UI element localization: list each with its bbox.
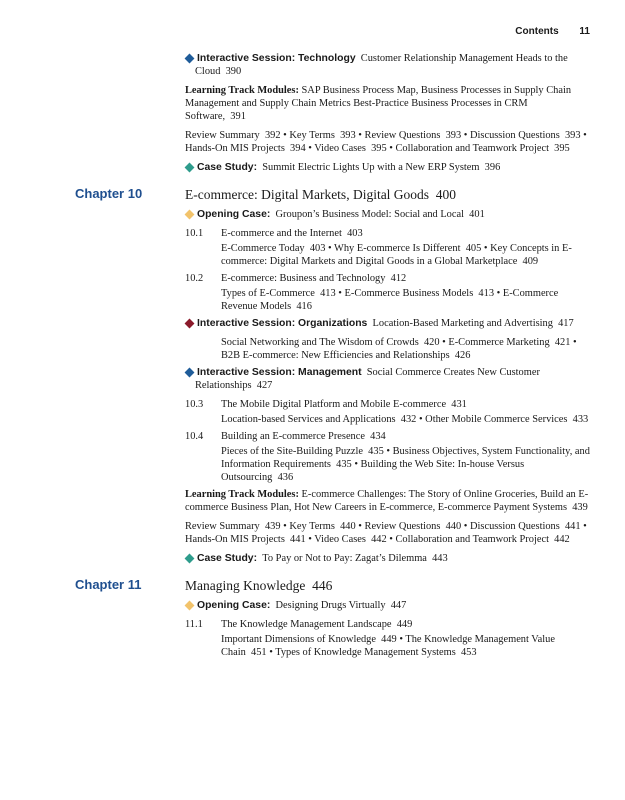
section-heading <box>185 430 590 443</box>
header-section-title: Contents <box>515 26 559 37</box>
subsection-list: Location-based Services and Applications 432 • Other Mobile Commerce Services 433 <box>221 414 589 425</box>
entry-text: Customer Relationship Management Heads to the Cloud 390 <box>195 53 568 77</box>
diamond-bullet-icon <box>185 553 195 563</box>
interactive-session-organizations <box>185 317 590 330</box>
section-number: 11.1 <box>185 619 203 630</box>
learning-track-modules <box>185 84 590 123</box>
review-summary-line: Review Summary 392 • Key Terms 393 • Review Questions 393 • Discussion Questions 393 • Hands-On MIS Projects 394 • Video Cases 395 • Collaboration and Teamwork Project 395 <box>185 130 587 154</box>
entry-text: Groupon’s Business Model: Social and Local 401 <box>275 209 485 220</box>
opening-case <box>185 599 590 612</box>
entry-label: Learning Track Modules: <box>185 85 299 96</box>
chapter-heading <box>75 577 590 594</box>
chapter-title: E-commerce: Digital Markets, Digital Goods 400 <box>185 187 457 202</box>
section-number: 10.4 <box>185 431 204 442</box>
diamond-bullet-icon <box>185 318 195 328</box>
entry-text: SAP Business Process Map, Business Processes in Supply Chain Management and Supply Chain Metrics Best-Practice Business Processes in CRM Software, 391 <box>185 85 572 122</box>
entry-text: Designing Drugs Virtually 447 <box>275 600 407 611</box>
chapter-label: Chapter 10 <box>75 186 143 201</box>
learning-track-modules <box>185 488 590 514</box>
entry-label: Learning Track Modules: <box>185 489 299 500</box>
entry-label: Case Study: <box>197 162 258 173</box>
case-study <box>185 552 590 565</box>
section-title: The Mobile Digital Platform and Mobile E-commerce 431 <box>221 399 467 410</box>
section-heading <box>185 272 590 285</box>
chapter-title: Managing Knowledge 446 <box>185 578 333 593</box>
subsection-list: Pieces of the Site-Building Puzzle 435 • Business Objectives, System Functionality, and Information Requirements 435 • Building the Web Site: In-house Versus Outsourcing 436 <box>221 446 590 483</box>
chapter-heading <box>75 186 590 203</box>
entry-label: Case Study: <box>197 553 258 564</box>
subsection-list: E-Commerce Today 403 • Why E-commerce Is Different 405 • Key Concepts in E-commerce: Digital Markets and Digital Goods in a Global Marketplace 409 <box>221 243 572 267</box>
entry-text: Location-Based Marketing and Advertising 417 <box>372 318 574 329</box>
section-title: Building an E-commerce Presence 434 <box>221 431 386 442</box>
entry-label: Interactive Session: Organizations <box>197 318 368 329</box>
diamond-bullet-icon <box>185 209 195 219</box>
interactive-session-management <box>185 366 590 392</box>
entry-label: Opening Case: <box>197 600 271 611</box>
section-title: E-commerce and the Internet 403 <box>221 228 363 239</box>
page-number: 11 <box>579 26 590 37</box>
review-summary-line: Review Summary 439 • Key Terms 440 • Review Questions 440 • Discussion Questions 441 • Hands-On MIS Projects 441 • Video Cases 442 • Collaboration and Teamwork Project 442 <box>185 521 587 545</box>
section-heading <box>185 398 590 411</box>
interactive-session-technology <box>185 52 590 78</box>
chapter-label: Chapter 11 <box>75 577 142 592</box>
section-heading <box>185 227 590 240</box>
entry-text: E-commerce Challenges: The Story of Online Groceries, Build an E-commerce Business Plan, Hot New Careers in E-commerce, E-commerce Payment Systems 439 <box>185 489 589 513</box>
entry-label: Interactive Session: Technology <box>197 53 356 64</box>
subsection-list: Important Dimensions of Knowledge 449 • The Knowledge Management Value Chain 451 • Types of Knowledge Management Systems 453 <box>221 634 555 658</box>
entry-text: Social Commerce Creates New Customer Relationships 427 <box>195 367 540 391</box>
opening-case <box>185 208 590 221</box>
diamond-bullet-icon <box>185 162 195 172</box>
entry-text: Summit Electric Lights Up with a New ERP System 396 <box>262 162 501 173</box>
entry-text: To Pay or Not to Pay: Zagat’s Dilemma 443 <box>262 553 448 564</box>
section-number: 10.3 <box>185 399 204 410</box>
subsection-list: Types of E-Commerce 413 • E-Commerce Business Models 413 • E-Commerce Revenue Models 416 <box>221 288 559 312</box>
subsection-list: Social Networking and The Wisdom of Crowds 420 • E-Commerce Marketing 421 • B2B E-commerce: New Efficiencies and Relationships 426 <box>221 337 577 361</box>
diamond-bullet-icon <box>185 600 195 610</box>
section-title: The Knowledge Management Landscape 449 <box>221 619 413 630</box>
diamond-bullet-icon <box>185 53 195 63</box>
section-title: E-commerce: Business and Technology 412 <box>221 273 407 284</box>
section-number: 10.2 <box>185 273 204 284</box>
entry-label: Opening Case: <box>197 209 271 220</box>
case-study <box>185 161 590 174</box>
section-number: 10.1 <box>185 228 204 239</box>
section-heading <box>185 618 590 631</box>
running-header <box>515 25 590 38</box>
diamond-bullet-icon <box>185 367 195 377</box>
toc-content <box>75 52 590 663</box>
entry-label: Interactive Session: Management <box>197 367 362 378</box>
